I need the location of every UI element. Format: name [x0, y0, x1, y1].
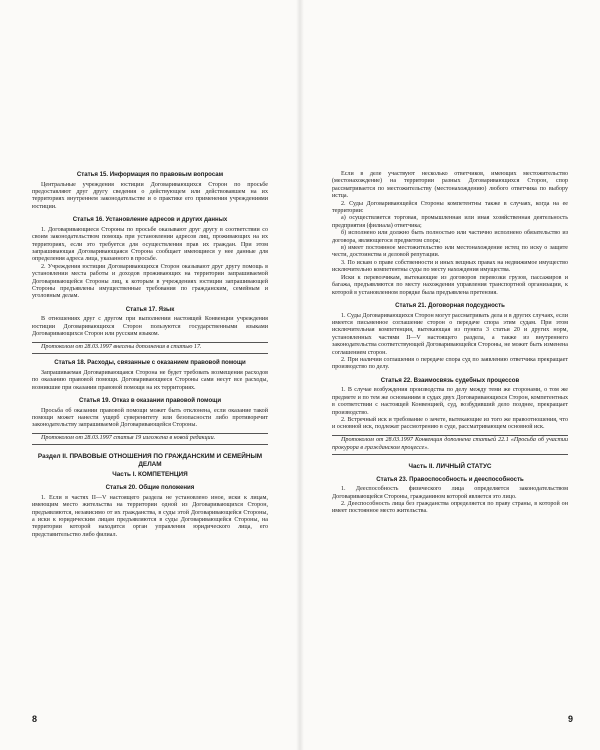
article-21-paragraph-2: 2. При наличии соглашения о передаче спора суд по заявлению ответчика прекращает производство по делу. — [332, 356, 568, 371]
article-16-heading: Статья 16. Установление адресов и других данных — [72, 216, 228, 224]
article-19-heading: Статья 19. Отказ в оказании правовой помощи — [78, 396, 222, 404]
section-2-heading: Раздел II. ПРАВОВЫЕ ОТНОШЕНИЯ ПО ГРАЖДАНСКИМ И СЕМЕЙНЫМ ДЕЛАМ — [37, 453, 263, 469]
article-23-paragraph-1: 1. Дееспособность физического лица определяется законодательством Договаривающейся Стороны, гражданином которой является это лицо. — [332, 486, 568, 500]
article-19-paragraph-1: Просьба об оказании правовой помощи может быть отклонена, если оказание такой помощи может нанести ущерб суверенитету или безопасности либо противоречит законодательству запрашиваемой Договаривающейся Стороны. — [32, 407, 268, 429]
article-18-paragraph-1: Запрашиваемая Договаривающаяся Сторона не будет требовать возмещения расходов по оказанию правовой помощи. Договаривающиеся Стороны сами несут все расходы, возникшие при оказании правовой помощи на их территориях. — [32, 369, 268, 391]
article-18-heading: Статья 18. Расходы, связанные с оказанием правовой помощи — [54, 359, 246, 367]
article-22-protocol-note: Протоколом от 28.03.1997 Конвенция дополнена статьей 22.1 «Просьба об участии прокурора в гражданском процессе». — [332, 435, 568, 455]
article-20-heading: Статья 20. Общие положения — [105, 484, 195, 492]
article-20-item-v: в) имеет постоянное местожительство или местонахождение истец по иску о защите чести, достоинства и деловой репутации. — [332, 245, 568, 259]
article-20-continuation-paragraph: Если в деле участвуют несколько ответчиков, имеющих местожительство (местонахождение) на территории разных Договаривающихся Сторон, спор рассматривается по местожительству (местонахождению) любого ответчика по выбору истца. — [332, 171, 568, 200]
article-23-paragraph-2: 2. Дееспособность лица без гражданства определяется по праву страны, в которой он имеет постоянное место жительства. — [332, 501, 568, 515]
article-20-item-b: б) исполнено или должно быть полностью или частично исполнено обязательство из договора, являющегося предметом спора; — [332, 230, 568, 244]
right-page-number: 9 — [568, 714, 574, 724]
article-17-paragraph-1: В отношениях друг с другом при выполнении настоящей Конвенции учреждения юстиции Договаривающихся Сторон пользуются государственными языками Договаривающихся Сторон или русским языком. — [32, 316, 268, 338]
article-20-paragraph-4: Иски к перевозчикам, вытекающие из договоров перевозки грузов, пассажиров и багажа, предъявляются по месту нахождения управления транспортной организации, к которой в установленном порядке была предъявлена претензия. — [332, 274, 568, 296]
article-22-paragraph-1: 1. В случае возбуждения производства по делу между теми же сторонами, о том же предмете и по тем же основаниям в судах двух Договаривающихся Сторон, компетентных в соответствии с настоящей Конвенцией, суд, возбудивший дело позднее, прекращает производство. — [332, 387, 568, 416]
article-23-heading: Статья 23. Правоспособность и дееспособность — [376, 475, 524, 483]
article-17-protocol-note: Протоколом от 28.03.1997 внесены дополнения в статью 17. — [32, 342, 268, 354]
article-19-protocol-note: Протоколом от 28.03.1997 статья 19 изложена в новой редакции. — [32, 433, 268, 445]
article-22-paragraph-2: 2. Встречный иск и требование о зачете, вытекающие из того же правоотношения, что и основной иск, подлежат рассмотрению в суде, рассматривающем основной иск. — [332, 416, 568, 431]
left-text-column — [32, 171, 268, 539]
article-20-item-a: а) осуществляется торговая, промышленная или иная хозяйственная деятельность предприятия (филиала) ответчика; — [332, 215, 568, 229]
article-20-paragraph-1: 1. Если в частях II—V настоящего раздела не установлено иное, иски к лицам, имеющим место жительства на территории одной из Договаривающихся Сторон, предъявляются, независимо от их гражданства, в суды этой Договаривающейся Стороны, а иски к юридическим лицам предъявляются в суды Договаривающейся Стороны, на территории которой находится орган управления юридического лица, его представительство либо филиал. — [32, 494, 268, 538]
article-22-heading: Статья 22. Взаимосвязь судебных процессов — [380, 376, 520, 384]
left-page-number: 8 — [32, 714, 38, 724]
article-21-paragraph-1: 1. Суды Договаривающихся Сторон могут рассматривать дела и в других случаях, если имеется письменное соглашение сторон о передаче спора этим судам. При этом исключительная компетенция, вытекающая из пункта 3 статьи 20 и других норм, установленных частями II—V настоящего раздела, а также из внутреннего законодательства соответствующей Договаривающейся Стороны, не может быть изменена соглашением сторон. — [332, 312, 568, 356]
article-21-heading: Статья 21. Договорная подсудность — [395, 301, 505, 309]
article-16-paragraph-1: 1. Договаривающиеся Стороны по просьбе оказывают друг другу в соответствии со своим законодательством помощь при установлении адресов лиц, проживающих на их территориях, если это требуется для осуществления прав их граждан. При этом запрашивающая Договаривающаяся Сторона сообщает имеющиеся у нее данные для определения адреса лица, указанного в просьбе. — [32, 226, 268, 263]
part-1-heading: Часть I. КОМПЕТЕНЦИЯ — [112, 471, 188, 479]
part-2-heading: Часть II. ЛИЧНЫЙ СТАТУС — [408, 462, 492, 470]
article-15-paragraph-1: Центральные учреждения юстиции Договаривающихся Сторон по просьбе предоставляют друг другу сведения о действующем или действовавшем на их территориях внутреннем законодательстве и о практике его применения учреждениями юстиции. — [32, 181, 268, 210]
right-text-column — [332, 171, 568, 516]
article-17-heading: Статья 17. Язык — [125, 305, 175, 313]
article-16-paragraph-2: 2. Учреждения юстиции Договаривающихся Сторон оказывают друг другу помощь в установлении места работы и доходов проживающих на территории запрашиваемой Договаривающейся Стороны лиц, к которым в учреждениях юстиции запрашивающей Стороны предъявлены имущественные требования по гражданским, семейным и уголовным делам. — [32, 263, 268, 300]
right-page — [300, 0, 600, 750]
article-15-heading: Статья 15. Информация по правовым вопросам — [76, 171, 224, 178]
article-20-paragraph-2: 2. Суды Договаривающейся Стороны компетентны также в случаях, когда на ее территории: — [332, 200, 568, 215]
article-20-paragraph-3: 3. По искам о праве собственности и иных вещных правах на недвижимое имущество исключительно компетентны суды по месту нахождения имущества. — [332, 259, 568, 274]
